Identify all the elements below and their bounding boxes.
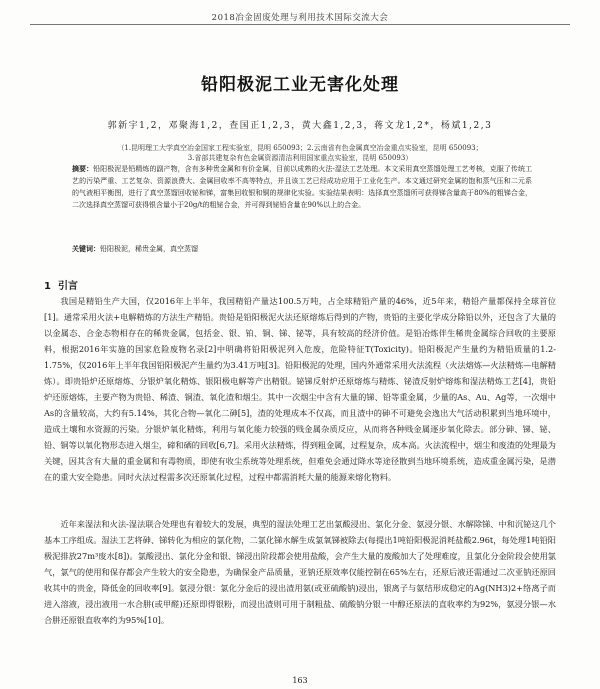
keywords	[72, 243, 532, 255]
abstract-text: 铅阳极泥是铅精炼的副产物，含有多种贵金属和有价金属，目前以成熟的火法-湿法工艺处理。本文采用真空蒸馏处理工艺考核，克服了传统工艺的污染严重、工艺复杂、资源浪费大、金属回收率不高等特点，并且该工艺已经成功应用于工业化生产。本文通过研究金属的饱和蒸气压和二元系的气液相平衡图，进行了真空蒸馏回收铋和锑，富集回收银和铜的规律化实验。实验结果表明：选择真空蒸馏所可获得锑含量高于80%的粗锑合金，二次选择真空蒸馏可获得银含量小于20g/t的粗铋合金，并可得到铋铅含量在90%以上的合金。	[72, 165, 532, 209]
conference-header: 2018冶金固废处理与利用技术国际交流大会	[211, 13, 389, 23]
keywords-label: 关键词：	[72, 244, 100, 253]
abstract	[72, 163, 532, 211]
paper-title: 铅阳极泥工业无害化处理	[201, 75, 399, 95]
body-paragraph: 近年来湿法和火法-湿法联合处理也有着较大的发展，典型的湿法处理工艺出氯酸浸出、氯化分金、氨浸分银、水解除锑、中和沉铋这几个基本工序组成。湿法工艺将砷、锑转化为相应的氯化物，二氯化锑水解生成氯氧锑被除去(每提出1吨铅阳极泥消耗盐酸2.96t，每处理1吨铅阳极泥排放27m³废水[8])。氯酸浸出、氯化分金和银、锑浸出阶段都会使用盐酸，会产生大量的废酸加大了处理难度，且氯化分金阶段会使用氯气，氯气的使用和保存都会产生较大的安全隐患，为确保金产品质量，亚钠还原效率仅能控制在65%左右，还原后液还需通过二次亚钠还原回收其中的贵金，降低金的回收率[9]。氨浸分银：氯化分金后的浸出渣用氨(或亚硫酸钠)浸出，银离子与氨结形成稳定的Ag(NH3)2+络离子而进入溶液，浸出液用一水合肼(或甲醛)还原即得银粉，而浸出渣则可用于制粗盐、硫酸钠分银一中醇还原法的直收率约为92%，氨浸分银—水合肼还原银直收率约为95%[10]。	[44, 519, 556, 625]
section-title: 引言	[57, 281, 78, 292]
page-number: 163	[292, 676, 308, 685]
keywords-text: 铅阳极泥，稀贵金属，真空蒸馏	[100, 245, 198, 253]
header-rule	[30, 24, 570, 25]
abstract-label: 摘要：	[72, 164, 94, 173]
affiliation-line: 3.省部共建复杂有色金属资源清洁利用国家重点实验室，昆明 650093）	[187, 154, 413, 162]
section-number: 1	[44, 281, 51, 292]
paper-authors: 郭新宇1,2，邓聚海1,2，查国正1,2,3，黄大鑫1,2,3，蒋文龙1,2*，杨斌1,2,3	[107, 121, 493, 131]
section-heading	[44, 277, 78, 292]
affiliation-line: （1.昆明理工大学真空冶金国家工程实验室，昆明 650093；2.云南省有色金属真空冶金重点实验室，昆明 650093；	[117, 144, 483, 152]
body-paragraph: 我国是精铅生产大国，仅2016年上半年，我国精铅产量达100.5万吨，占全球精铅产量的46%，近5年来，精铅产量都保持全球首位[1]。通常采用火法+电解精炼的方法生产精铅。贵铅是铅阳极泥火法还原熔炼后得到的产物，贵铅的主要化学成分除铅以外，还包含了大量的以金属态、合金态物相存在的稀贵金属，包括金、银、铂、铜、锑、铋等，具有较高的经济价值。是铅冶炼伴生稀贵金属综合回收的主要原料，根据2016年实施的国家危险废物名录[2]中明确将铅阳极泥列入危废，危险特征T(Toxicity)。铅阳极泥产生量约为精铅质量的1.2-1.75%，仅2016年上半年我国铅阳极泥产生量约为3.41万吨[3]。铅阳极泥的处理，国内外通常采用火法流程（火法熔炼—火法精炼—电解精炼）。即贵铅炉还原熔炼、分银炉氧化精炼、银阳极电解等产出精银。铋锑反射炉还原熔炼与精炼、铋渣反射炉熔炼和湿法精炼工艺[4]，贵铅炉还原熔炼，主要产物为贵铅、稀渣、铜渣、氧化渣和烟尘。其中一次烟尘中含有大量的锑、铅等重金属，少量的As、Au、Ag等，一次烟中As的含量较高，大约有5.14%，其化合物—氧化二砷[5]，渣的处理成本不仅高，而且渣中的砷不可避免会逸出大气活动积累到当地环境中，造成土壤和水资源的污染。分银炉氧化精炼，利用与氧化能力较强的贱金属杂质反应，从而将各种贱金属逐步氧化除去。部分砷、锑、铋、铅、铜等以氧化物形态进入烟尘，碲和硒的回收[6,7]。采用火法精炼，得到粗金属，过程复杂，成本高。火法流程中，烟尘和废渣的处理最为关键，因其含有大量的重金属和有毒物质，即使有收尘系统等处理系统，但难免会通过降水等途径散到当地环境系统，造成重金属污染，是潜在的重大安全隐患。同时火法过程需多次还原氧化过程，过程中都需消耗大量的能源来熔化物料。	[44, 296, 556, 482]
